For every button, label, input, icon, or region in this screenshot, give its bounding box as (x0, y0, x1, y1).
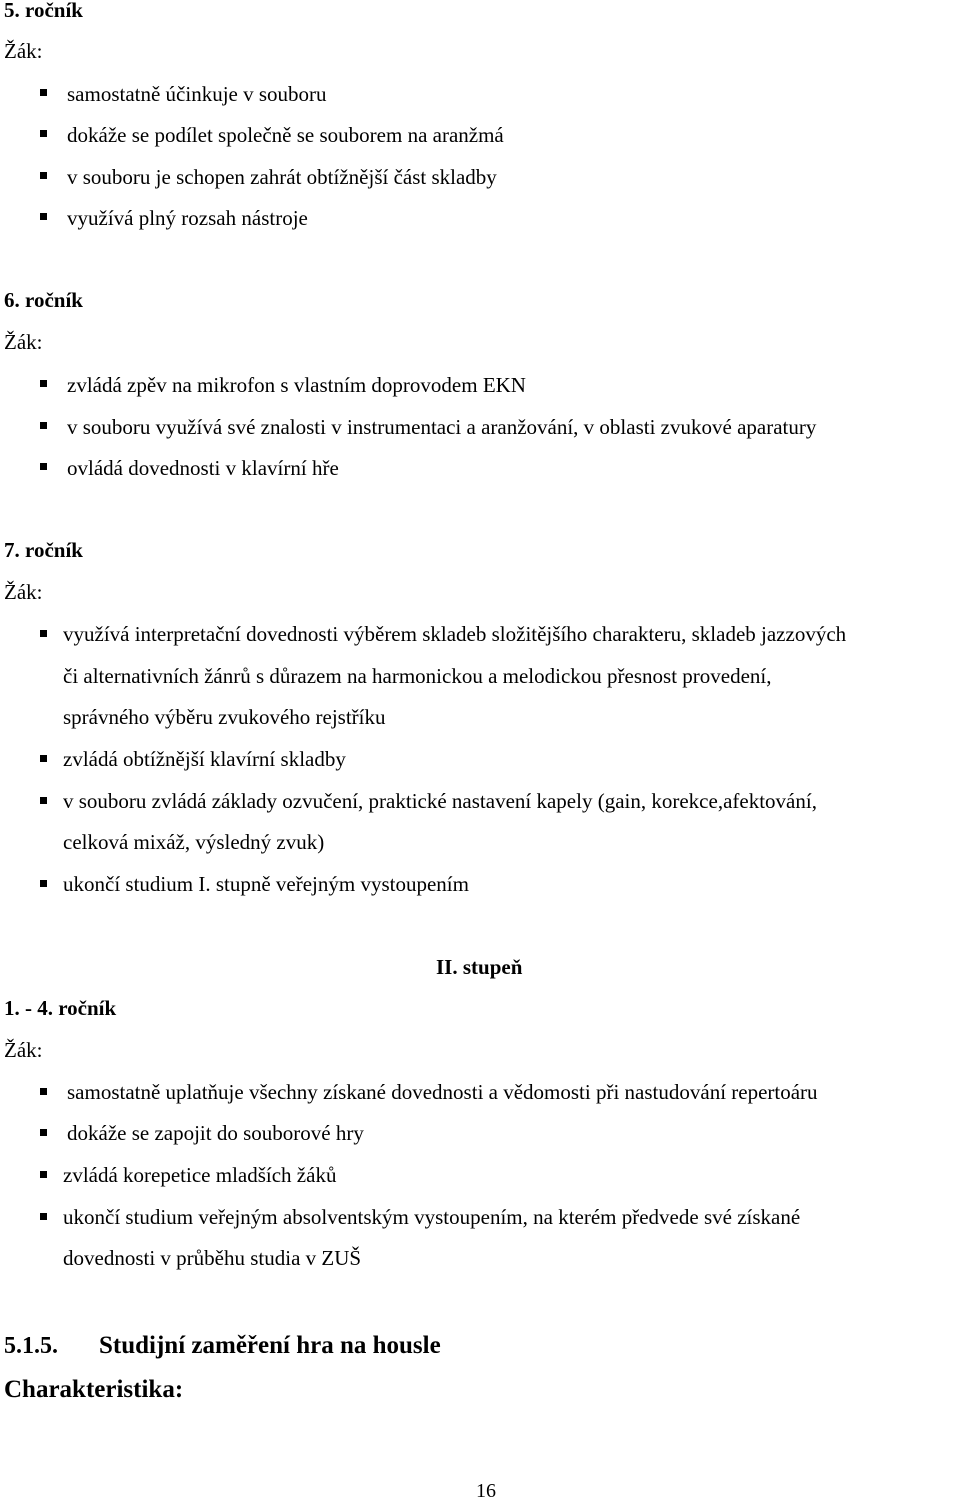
heading-grade-7: 7. ročník (4, 538, 83, 562)
bullet-icon (40, 463, 47, 470)
list-item: ovládá dovednosti v klavírní hře (67, 456, 339, 480)
bullet-icon (40, 380, 47, 387)
bullet-icon (40, 422, 47, 429)
list-item-line: dokáže se zapojit do souborové hry (67, 1121, 364, 1145)
list-item-line: či alternativních žánrů s důrazem na harmonickou a melodickou přesnost provedení, (63, 664, 772, 688)
section-title: Studijní zaměření hra na housle (99, 1332, 441, 1359)
bullet-icon (40, 172, 47, 179)
bullet-icon (40, 1213, 47, 1220)
list-item-line: v souboru zvládá základy ozvučení, praktické nastavení kapely (gain, korekce,afektování, (63, 789, 817, 813)
list-item-line: ukončí studium veřejným absolventským vystoupením, na kterém předvede své získané (63, 1205, 801, 1229)
list-item: využívá plný rozsah nástroje (67, 206, 308, 230)
heading-grade-6: 6. ročník (4, 288, 83, 312)
bullet-icon (40, 1129, 47, 1136)
list-item-line: správného výběru zvukového rejstříku (63, 705, 386, 729)
list-item: dokáže se podílet společně se souborem na aranžmá (67, 123, 504, 147)
pupil-label: Žák: (4, 580, 43, 604)
list-item: zvládá zpěv na mikrofon s vlastním doprovodem EKN (67, 373, 526, 397)
bullet-icon (40, 213, 47, 220)
heading-grade-5: 5. ročník (4, 0, 83, 22)
list-item-line: ukončí studium I. stupně veřejným vystoupením (63, 872, 469, 896)
section-subtitle: Charakteristika: (4, 1376, 184, 1403)
bullet-icon (40, 880, 47, 887)
list-item: v souboru je schopen zahrát obtížnější část skladby (67, 165, 497, 189)
list-item-line: využívá interpretační dovednosti výběrem skladeb složitějšího charakteru, skladeb jazzových (63, 622, 847, 646)
list-item: v souboru využívá své znalosti v instrumentaci a aranžování, v oblasti zvukové aparatury (67, 415, 817, 439)
bullet-icon (40, 130, 47, 137)
page-number: 16 (476, 1480, 496, 1502)
section-number: 5.1.5. (4, 1333, 58, 1359)
pupil-label: Žák: (4, 330, 43, 354)
stage-title: II. stupeň (436, 955, 523, 979)
list-item-line: celková mixáž, výsledný zvuk) (63, 830, 325, 854)
list-item-line: zvládá korepetice mladších žáků (63, 1163, 337, 1187)
pupil-label: Žák: (4, 39, 43, 63)
list-item-line: samostatně uplatňuje všechny získané dovednosti a vědomosti při nastudování repertoáru (67, 1080, 818, 1104)
heading-grade-1-4: 1. - 4. ročník (4, 996, 117, 1020)
pupil-label: Žák: (4, 1038, 43, 1062)
bullet-icon (40, 1088, 47, 1095)
list-item: samostatně účinkuje v souboru (67, 82, 327, 106)
bullet-icon (40, 1171, 47, 1178)
bullet-icon (40, 630, 47, 637)
bullet-icon (40, 89, 47, 96)
bullet-icon (40, 797, 47, 804)
list-item-line: zvládá obtížnější klavírní skladby (63, 747, 346, 771)
bullet-icon (40, 755, 47, 762)
list-item-line: dovednosti v průběhu studia v ZUŠ (63, 1246, 362, 1270)
